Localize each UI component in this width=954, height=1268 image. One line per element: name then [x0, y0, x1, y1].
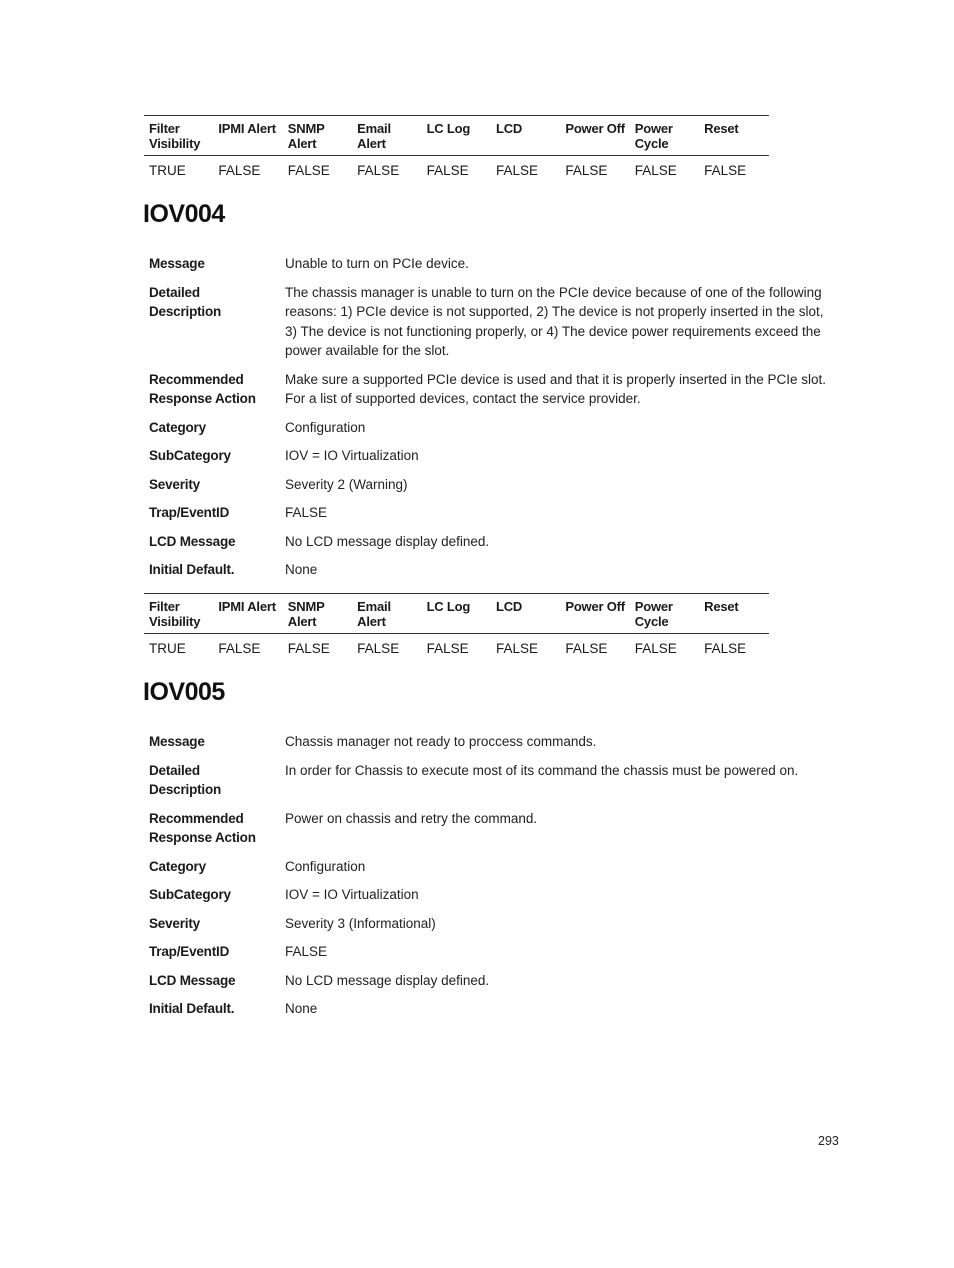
detail-label: Trap/EventID: [149, 505, 230, 520]
detail-label: Initial Default.: [149, 1001, 235, 1016]
value-reset: FALSE: [704, 163, 747, 178]
detail-label: LCD Message: [149, 533, 236, 549]
value-power-cycle: FALSE: [634, 641, 677, 656]
header-power-cycle: Power Cycle: [634, 599, 673, 629]
table-row: [144, 156, 769, 183]
value-filter-visibility: TRUE: [149, 163, 186, 178]
value-snmp-alert: FALSE: [287, 163, 330, 178]
detail-row-trap-event-id: [149, 942, 839, 962]
detail-value: Configuration: [285, 858, 366, 874]
section-title-iov004: IOV004: [143, 200, 225, 228]
detail-label: SubCategory: [149, 887, 231, 902]
alert-table-header: [144, 115, 769, 156]
detail-row-severity: [149, 914, 839, 934]
header-reset: Reset: [704, 121, 739, 136]
header-reset: Reset: [704, 599, 739, 614]
alert-table-iov004: [144, 593, 769, 661]
header-lc-log: LC Log: [426, 599, 471, 614]
detail-row-subcategory: [149, 885, 839, 905]
header-lcd: LCD: [495, 599, 523, 614]
page-number: 293: [818, 1134, 839, 1148]
detail-row-recommended-action: [149, 370, 839, 409]
header-power-off: Power Off: [565, 599, 625, 614]
header-lc-log: LC Log: [426, 121, 471, 136]
header-ipmi-alert: IPMI Alert: [218, 121, 276, 136]
header-power-cycle: Power Cycle: [634, 121, 673, 151]
header-power-off: Power Off: [565, 121, 625, 136]
detail-label: Severity: [149, 915, 200, 931]
detail-label: Trap/EventID: [149, 944, 230, 959]
detail-value: None: [285, 562, 318, 577]
detail-row-detailed-description: [149, 283, 839, 361]
detail-value: No LCD message display defined.: [285, 533, 490, 549]
detail-value: Chassis manager not ready to proccess commands.: [285, 734, 597, 749]
detail-row-detailed-description: [149, 761, 839, 800]
value-lc-log: FALSE: [426, 163, 469, 178]
detail-label: Category: [149, 858, 206, 874]
value-power-off: FALSE: [565, 163, 608, 178]
value-reset: FALSE: [704, 641, 747, 656]
detail-row-subcategory: [149, 446, 839, 466]
detail-label: Message: [149, 734, 205, 749]
detail-value: None: [285, 1001, 318, 1016]
detail-value: Unable to turn on PCIe device.: [285, 256, 469, 271]
details-iov004: [149, 254, 839, 589]
detail-row-recommended-action: [149, 809, 839, 848]
details-iov005: [149, 732, 839, 1028]
value-lcd: FALSE: [495, 641, 538, 656]
header-email-alert: Email Alert: [357, 599, 391, 629]
value-lc-log: FALSE: [426, 641, 469, 656]
header-filter-visibility: Filter Visibility: [149, 121, 201, 151]
detail-label: LCD Message: [149, 972, 236, 988]
detail-value: FALSE: [285, 944, 328, 959]
detail-value: Severity 2 (Warning): [285, 476, 408, 492]
alert-table-top: [144, 115, 769, 183]
detail-label: Message: [149, 256, 205, 271]
header-snmp-alert: SNMP Alert: [287, 121, 325, 151]
detail-row-lcd-message: [149, 971, 839, 991]
header-snmp-alert: SNMP Alert: [287, 599, 325, 629]
value-power-cycle: FALSE: [634, 163, 677, 178]
detail-row-initial-default: [149, 560, 839, 580]
value-ipmi-alert: FALSE: [218, 163, 261, 178]
value-email-alert: FALSE: [357, 641, 400, 656]
value-filter-visibility: TRUE: [149, 641, 186, 656]
section-title-iov005: IOV005: [143, 678, 225, 706]
detail-value: Configuration: [285, 419, 366, 435]
header-lcd: LCD: [495, 121, 523, 136]
value-snmp-alert: FALSE: [287, 641, 330, 656]
header-filter-visibility: Filter Visibility: [149, 599, 201, 629]
detail-label: Recommended Response Action: [149, 371, 256, 406]
detail-row-category: [149, 418, 839, 438]
detail-value: FALSE: [285, 505, 328, 520]
detail-label: Severity: [149, 476, 200, 492]
header-ipmi-alert: IPMI Alert: [218, 599, 276, 614]
detail-label: Detailed Description: [149, 284, 222, 319]
detail-value: Severity 3 (Informational): [285, 915, 436, 931]
detail-row-message: [149, 254, 839, 274]
value-lcd: FALSE: [495, 163, 538, 178]
detail-row-category: [149, 857, 839, 877]
detail-value: The chassis manager is unable to turn on the PCIe device because of one of the following reasons: 1) PCIe device is not supported, 2) The device is not properly inserted in the slot, 3) The device is not functioning properly, or 4) The device power requirements exceed the power available for the slot.: [285, 284, 824, 358]
detail-label: SubCategory: [149, 448, 231, 463]
value-power-off: FALSE: [565, 641, 608, 656]
detail-value: Power on chassis and retry the command.: [285, 810, 538, 826]
table-row: [144, 634, 769, 661]
detail-value: Make sure a supported PCIe device is used and that it is properly inserted in the PCIe slot. For a list of supported devices, contact the service provider.: [285, 371, 827, 406]
detail-label: Recommended Response Action: [149, 810, 256, 845]
detail-label: Detailed Description: [149, 762, 222, 797]
detail-row-trap-event-id: [149, 503, 839, 523]
detail-row-initial-default: [149, 999, 839, 1019]
detail-row-message: [149, 732, 839, 752]
value-email-alert: FALSE: [357, 163, 400, 178]
detail-value: No LCD message display defined.: [285, 972, 490, 988]
detail-label: Category: [149, 419, 206, 435]
header-email-alert: Email Alert: [357, 121, 391, 151]
detail-value: In order for Chassis to execute most of its command the chassis must be powered on.: [285, 762, 799, 778]
detail-value: IOV = IO Virtualization: [285, 887, 419, 902]
value-ipmi-alert: FALSE: [218, 641, 261, 656]
detail-row-lcd-message: [149, 532, 839, 552]
detail-label: Initial Default.: [149, 562, 235, 577]
detail-value: IOV = IO Virtualization: [285, 448, 419, 463]
alert-table-header: [144, 593, 769, 634]
detail-row-severity: [149, 475, 839, 495]
